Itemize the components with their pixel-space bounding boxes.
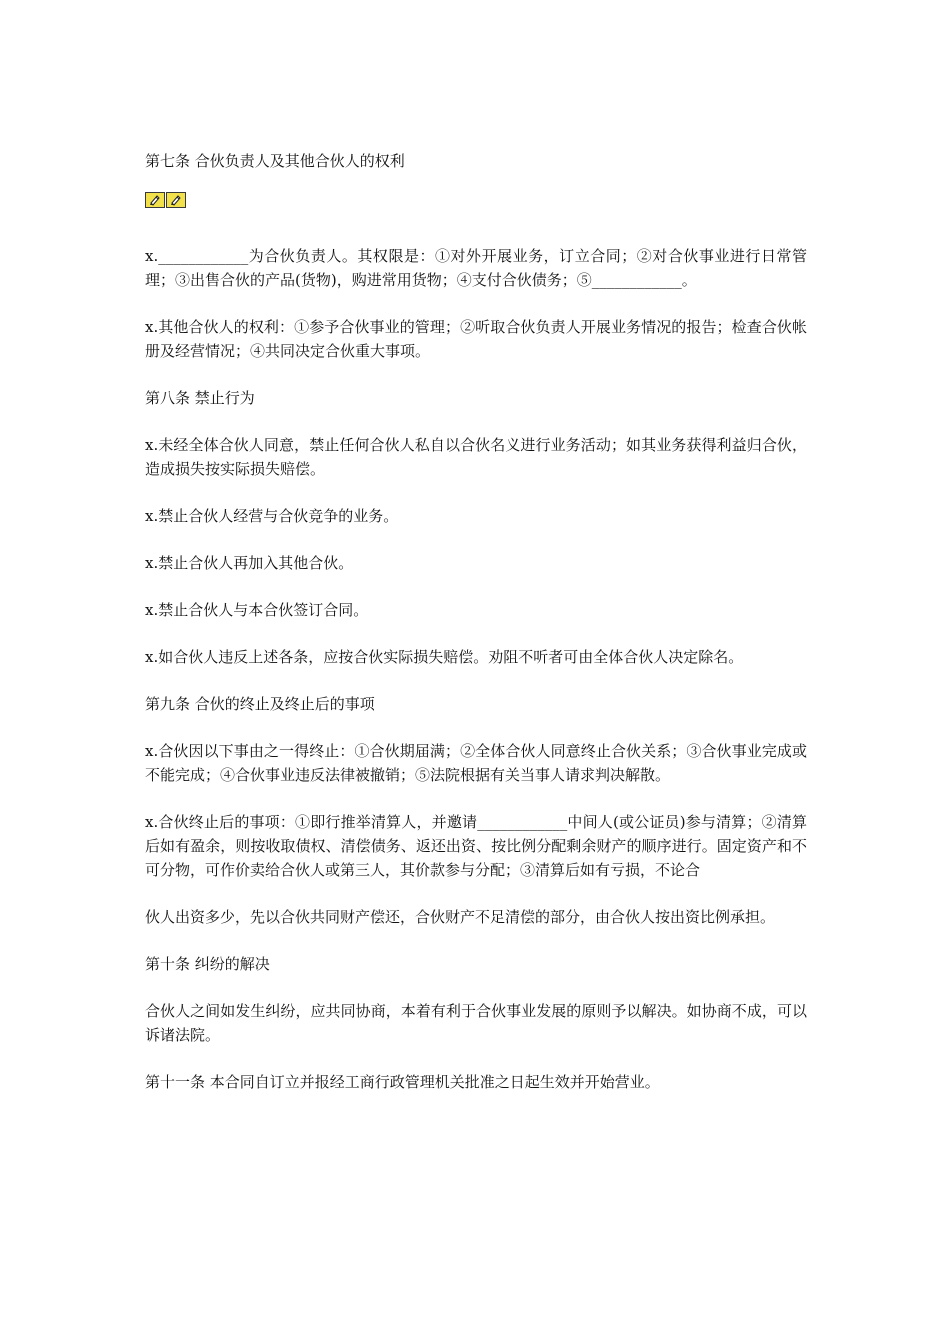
pen-note-icon[interactable] xyxy=(145,192,165,208)
article-7-title: 第七条 合伙负责人及其他合伙人的权利 xyxy=(145,152,405,170)
article-10-paragraph-1: 合伙人之间如发生纠纷，应共同协商，本着有利于合伙事业发展的原则予以解决。如协商不成，可以诉诸法院。 xyxy=(145,1002,807,1044)
article-8-paragraph-1: x.未经全体合伙人同意，禁止任何合伙人私自以合伙名义进行业务活动；如其业务获得利益归合伙，造成损失按实际损失赔偿。 xyxy=(145,436,807,478)
article-9-paragraph-3: 伙人出资多少，先以合伙共同财产偿还，合伙财产不足清偿的部分，由合伙人按出资比例承担。 xyxy=(145,908,776,926)
article-10-title: 第十条 纠纷的解决 xyxy=(145,955,270,973)
article-8-paragraph-5: x.如合伙人违反上述各条，应按合伙实际损失赔偿。劝阻不听者可由全体合伙人决定除名。 xyxy=(145,648,744,666)
article-7-paragraph-2: x.其他合伙人的权利：①参予合伙事业的管理；②听取合伙负责人开展业务情况的报告；检查合伙帐册及经营情况；④共同决定合伙重大事项。 xyxy=(145,318,807,360)
pen-note-icon[interactable] xyxy=(166,192,186,208)
article-9-paragraph-1: x.合伙因以下事由之一得终止：①合伙期届满；②全体合伙人同意终止合伙关系；③合伙事业完成或不能完成；④合伙事业违反法律被撤销；⑤法院根据有关当事人请求判决解散。 xyxy=(145,742,807,784)
article-9-paragraph-2: x.合伙终止后的事项：①即行推举清算人，并邀请____________中间人(或公证员)参与清算；②清算后如有盈余，则按收取债权、清偿债务、返还出资、按比例分配剩余财产的顺序进行。固定资产和不可分物，可作价卖给合伙人或第三人，其价款参与分配；③清算后如有亏损，不论合 xyxy=(145,813,807,879)
article-7-paragraph-1: x.____________为合伙负责人。其权限是：①对外开展业务，订立合同；②对合伙事业进行日常管理；③出售合伙的产品(货物)，购进常用货物；④支付合伙债务；⑤____________。 xyxy=(145,247,807,289)
article-9-title: 第九条 合伙的终止及终止后的事项 xyxy=(145,695,375,713)
article-11-text: 第十一条 本合同自订立并报经工商行政管理机关批准之日起生效并开始营业。 xyxy=(145,1073,660,1091)
document-page xyxy=(145,149,807,1117)
article-8-paragraph-3: x.禁止合伙人再加入其他合伙。 xyxy=(145,554,354,572)
article-8-title: 第八条 禁止行为 xyxy=(145,389,255,407)
article-8-paragraph-2: x.禁止合伙人经营与合伙竞争的业务。 xyxy=(145,507,399,525)
icon-row xyxy=(145,192,807,208)
article-8-paragraph-4: x.禁止合伙人与本合伙签订合同。 xyxy=(145,601,369,619)
